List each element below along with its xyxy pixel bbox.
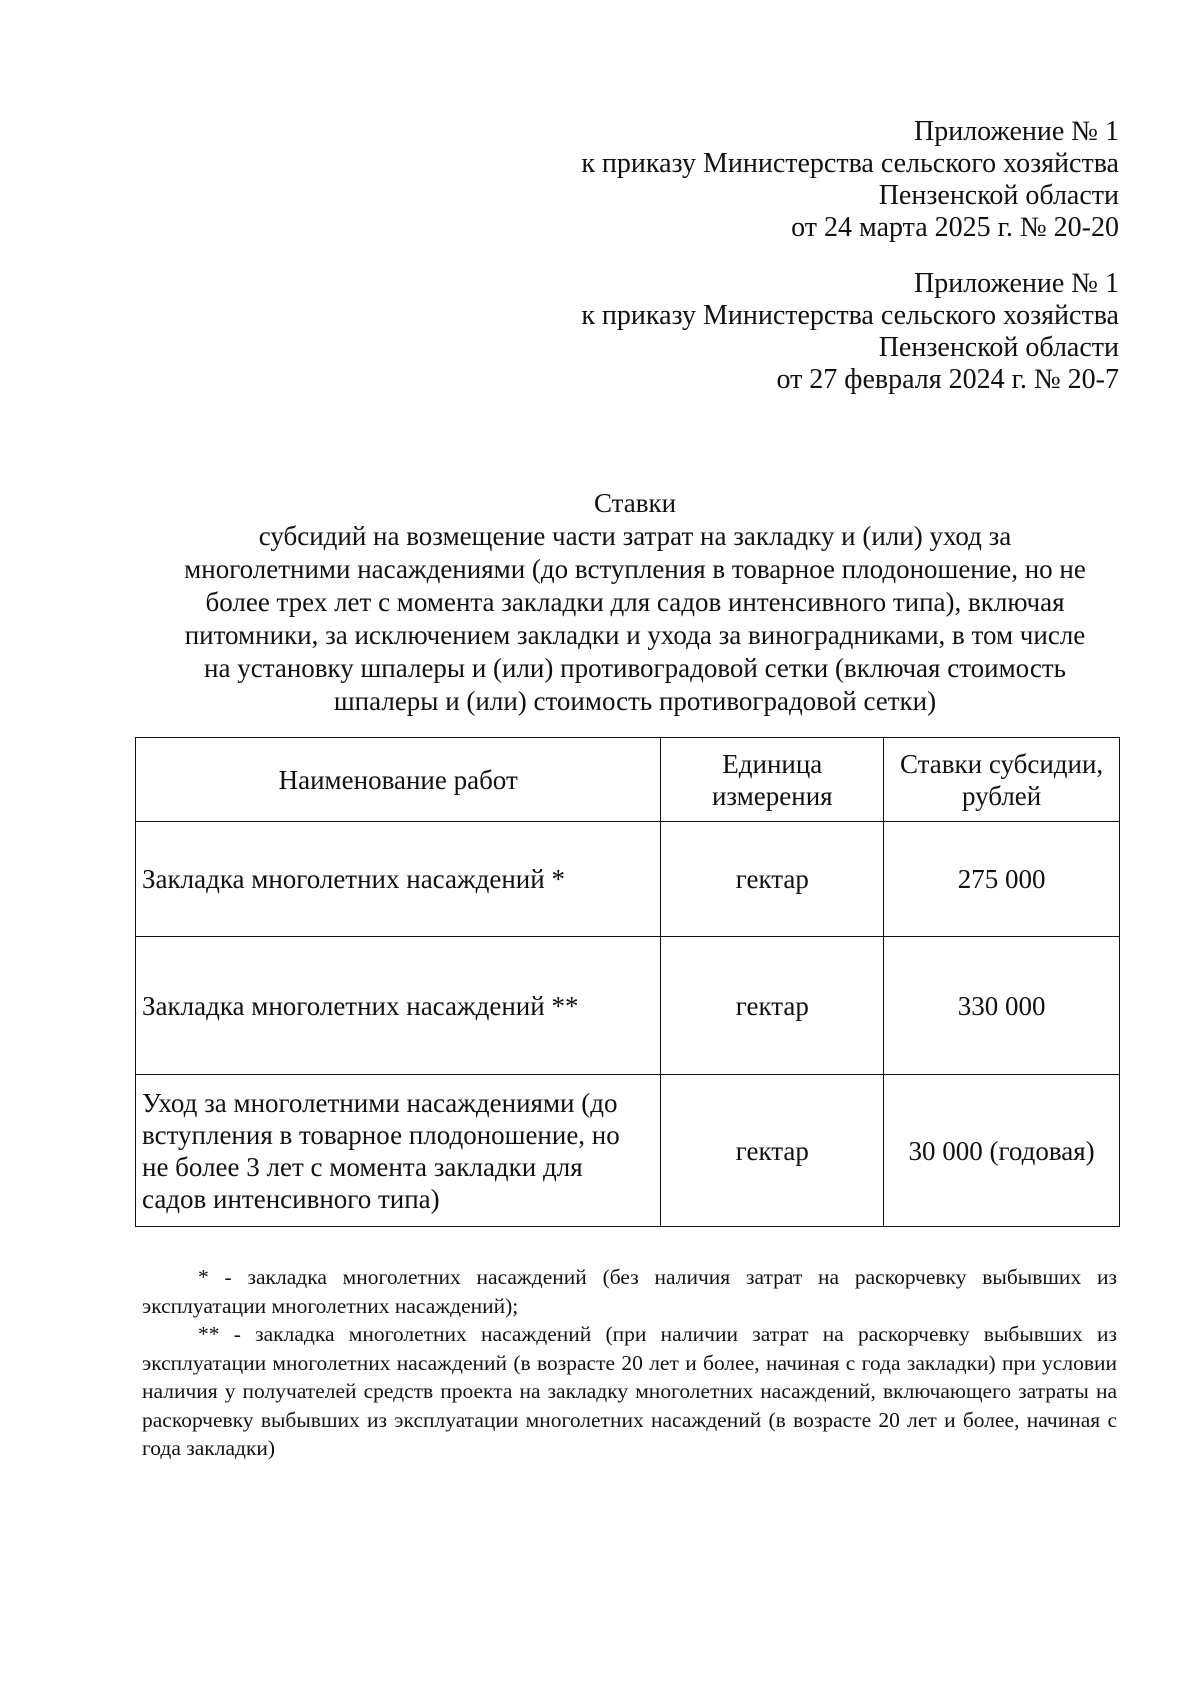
attachment-order-ref: к приказу Министерства сельского хозяйства [581,148,1119,179]
subsidy-rates-table [135,737,1120,1227]
cell-unit: гектар [661,937,884,1075]
header-rate-line: Ставки субсидии, [900,748,1104,779]
table-row [136,1075,1120,1227]
work-name-line: вступления в товарное плодоношение, но [142,1119,620,1150]
attachment-region: Пензенской области [878,332,1119,363]
attachment-block-original [419,268,1119,396]
cell-rate: 30 000 (годовая) [884,1075,1120,1227]
table-row [136,937,1120,1075]
header-work-name-label: Наименование работ [278,764,518,795]
header-unit [661,738,884,822]
title-line: субсидий на возмещение части затрат на закладку и (или) уход за [258,521,1012,551]
footnote-double-asterisk: ** - закладка многолетних насаждений (при наличии затрат на раскорчевку выбывших из эксплуатации многолетних насаждений (в возрасте 20 лет и более, начиная с года закладки) при условии наличия у получателей средств проекта на закладку многолетних насаждений, включающего затраты на раскорчевку выбывших из эксплуатации многолетних насаждений (в возрасте 20 лет и более, начиная с года закладки) [142,1322,1117,1460]
header-rate-line: рублей [961,780,1042,811]
document-title [130,487,1140,718]
work-name-line: Закладка многолетних насаждений * [142,864,565,894]
table-row [136,822,1120,937]
work-name-line: Закладка многолетних насаждений ** [142,990,579,1021]
title-line: многолетними насаждениями (до вступления в товарное плодоношение, но не [184,554,1086,584]
attachment-label: Приложение № 1 [914,268,1119,299]
footnote-single-asterisk: * - закладка многолетних насаждений (без наличия затрат на раскорчевку выбывших из эксплуатации многолетних насаждений); [142,1265,1117,1318]
title-line: на установку шпалеры и (или) противоградовой сетки (включая стоимость [204,653,1066,683]
title-line: питомники, за исключением закладки и ухода за виноградниками, в том числе [184,620,1086,650]
title-line: шпалеры и (или) стоимость противоградовой сетки) [333,686,937,716]
cell-work-name [136,822,661,937]
cell-rate: 330 000 [884,937,1120,1075]
title-heading: Ставки [593,488,677,518]
attachment-date-number: от 27 февраля 2024 г. № 20-7 [776,364,1119,395]
attachment-order-ref: к приказу Министерства сельского хозяйства [581,300,1119,331]
header-work-name [136,738,661,822]
footnotes [142,1263,1117,1463]
cell-unit: гектар [661,822,884,937]
cell-work-name [136,1075,661,1227]
header-unit-line: Единица [722,748,823,779]
work-name-line: не более 3 лет с момента закладки для [142,1151,583,1182]
cell-rate: 275 000 [884,822,1120,937]
attachment-date-number: от 24 марта 2025 г. № 20-20 [791,212,1119,243]
attachment-region: Пензенской области [878,180,1119,211]
cell-unit: гектар [661,1075,884,1227]
attachment-block-current [419,116,1119,244]
title-line: более трех лет с момента закладки для садов интенсивного типа), включая [205,587,1065,617]
header-unit-line: измерения [711,780,833,811]
work-name-line: Уход за многолетними насаждениями (до [142,1087,618,1118]
table-header-row [136,738,1120,822]
work-name-line: садов интенсивного типа) [142,1183,440,1214]
attachment-label: Приложение № 1 [914,116,1119,147]
cell-work-name [136,937,661,1075]
header-rate [884,738,1120,822]
